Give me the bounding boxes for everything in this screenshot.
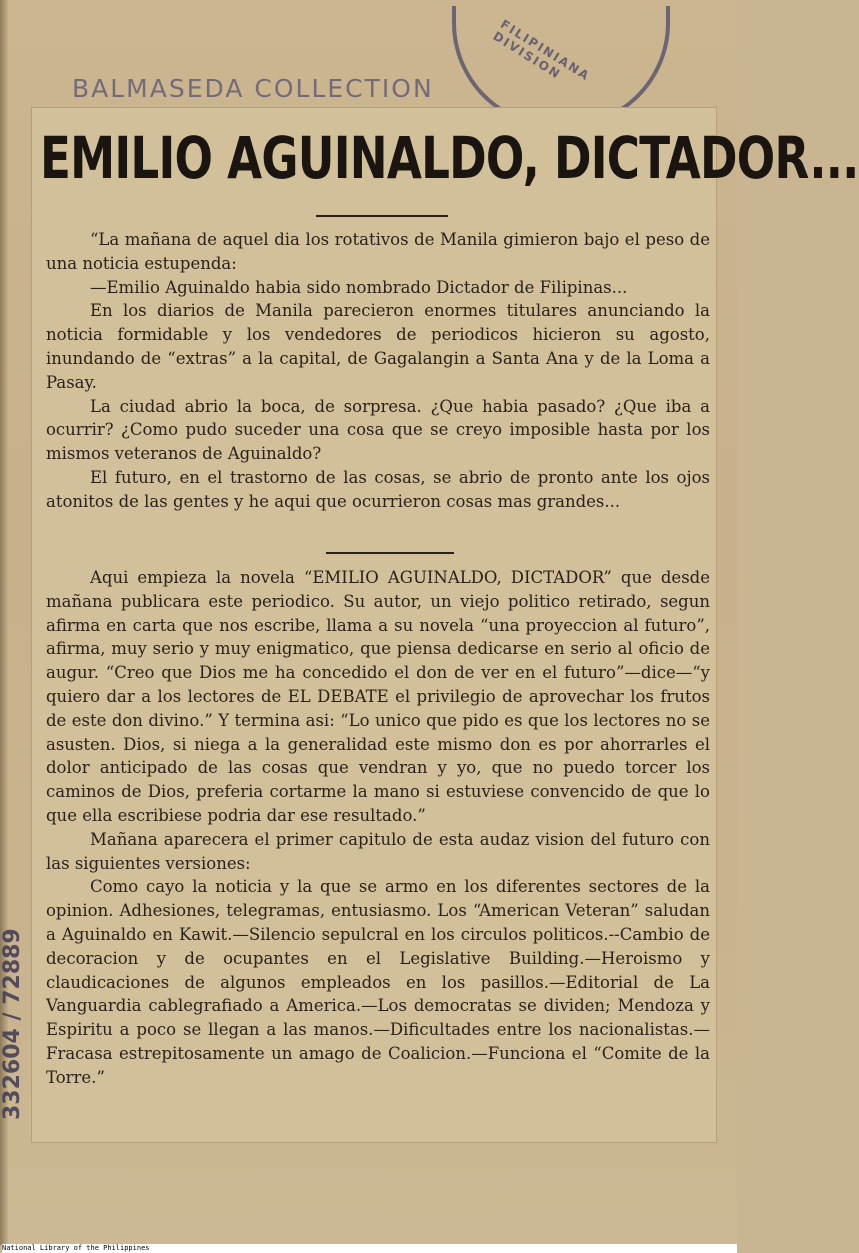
collection-stamp: BALMASEDA COLLECTION [72,74,434,103]
top-rule [316,215,448,217]
library-seal-text: FILIPINIANA DIVISION [490,17,593,84]
footer-credit: National Library of the Philippines [2,1244,737,1253]
headline: EMILIO AGUINALDO, DICTADOR... [40,124,859,192]
paragraph: Como cayo la noticia y la que se armo en los diferentes sectores de la opinion. Adhesiones, telegramas, entusiasmo. Los “American Veteran” saludan a Aguinaldo en Kawit.—Silencio sepulcral en los circulos politicos.--Cambio de decoracion y de ocupantes en el Legislative Building.—Heroismo y claudicaciones de algunos empleados en los pasillos.—Editorial de La Vanguardia cablegrafiado a America.—Los democratas se dividen; Mendoza y Espiritu a poco se llegan a las manos.—Dificultades entre los nacionalistas.—Fracasa estrepitosamente un amago de Coalicion.—Funciona el “Comite de la Torre.” [46,877,710,1087]
intro-section [46,228,710,514]
paragraph: Aqui empieza la novela “EMILIO AGUINALDO, DICTADOR” que desde mañana publicara este periodico. Su autor, un viejo politico retirado, segun afirma en carta que nos escribe, llama a su novela “una proyeccion al futuro”, afirma, muy serio y muy enigmatico, que piensa dedicarse en serio al oficio de augur. “Creo que Dios me ha concedido el don de ver en el futuro”—dice—“y quiero dar a los lectores de EL DEBATE el privilegio de aprovechar los frutos de este don divino.” Y termina asi: “Lo unico que pido es que los lectores no se asusten. Dios, si niega a la generalidad este mismo don es por ahorrarles el dolor anticipado de las cosas que vendran y yo, que no puedo torcer los caminos de Dios, preferia cortarme la mano si estuviese convencido de que lo que ella escribiese podria dar ese resultado.” [46,568,710,825]
paragraph: El futuro, en el trastorno de las cosas, se abrio de pronto ante los ojos atonitos de las gentes y he aqui que ocurrieron cosas mas grandes... [46,467,710,511]
handwritten-call-number: 332604 / 72889 [0,928,25,1120]
novel-announcement-section [46,566,710,1090]
paragraph: —Emilio Aguinaldo habia sido nombrado Dictador de Filipinas... [90,277,628,297]
paragraph: La ciudad abrio la boca, de sorpresa. ¿Que habia pasado? ¿Que iba a ocurrir? ¿Como pudo suceder una cosa que se creyo imposible hasta por los mismos veteranos de Aguinaldo? [46,396,710,464]
middle-rule [326,552,454,554]
paragraph: “La mañana de aquel dia los rotativos de Manila gimieron bajo el peso de una noticia estupenda: [46,230,710,273]
paragraph: Mañana aparecera el primer capitulo de esta audaz vision del futuro con las siguientes versiones: [46,829,710,873]
paragraph: En los diarios de Manila parecieron enormes titulares anunciando la noticia formidable y los vendedores de periodicos hicieron su agosto, inundando de “extras” a la capital, de Gagalangin a Santa Ana y de la Loma a Pasay. [46,301,710,392]
